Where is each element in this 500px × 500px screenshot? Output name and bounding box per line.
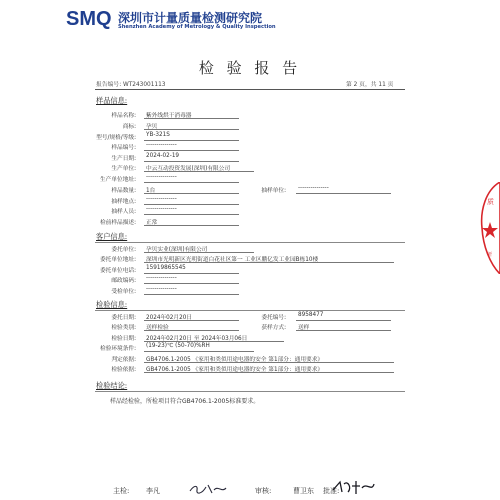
sample-name-value: 紫外线烘干消毒器 bbox=[146, 113, 192, 119]
official-seal bbox=[478, 182, 500, 274]
underline bbox=[144, 372, 394, 373]
judgement-basis-value: GB4706.1-2005 《家用和类似用途电器的安全 第1部分：通用要求》 bbox=[146, 357, 324, 363]
commission-no-value: 8958477 bbox=[298, 312, 324, 318]
report-number: 报告编号: WT243001113 bbox=[96, 82, 166, 88]
underline bbox=[144, 351, 254, 352]
underline bbox=[144, 204, 239, 205]
commission-date-value: 2024年02月20日 bbox=[146, 315, 193, 321]
commission-no-label: 委托编号: bbox=[261, 315, 286, 321]
environment-label: 检验环境条件: bbox=[99, 346, 136, 352]
client-phone-value: 15919865545 bbox=[146, 265, 186, 271]
sampler-label: 抽样单位: bbox=[261, 188, 286, 194]
model-label: 型号/规格/等级: bbox=[96, 135, 136, 141]
sample-state-value: 正常 bbox=[146, 220, 158, 226]
underline bbox=[296, 330, 391, 331]
commission-date-label: 委托日期: bbox=[111, 315, 136, 321]
underline bbox=[144, 252, 254, 253]
client-phone-label: 委托单位电话: bbox=[99, 268, 136, 274]
reviewer-label: 审核: bbox=[255, 487, 272, 495]
underline bbox=[144, 225, 239, 226]
section-rule bbox=[95, 242, 405, 243]
sample-method-value: 送样 bbox=[298, 325, 310, 331]
judgement-basis-label: 判定依据: bbox=[111, 357, 136, 363]
underline bbox=[144, 294, 239, 295]
underline bbox=[144, 341, 284, 342]
main-inspector-signature bbox=[188, 481, 228, 497]
postal-code-value: --------------- bbox=[146, 275, 177, 281]
org-name-en: Shenzhen Academy of Metrology & Quality Inspection bbox=[118, 24, 276, 30]
manufacturer-value: 中云互动投资发展(深圳)有限公司 bbox=[146, 166, 231, 172]
inspection-basis-value: GB4706.1-2005 《家用和类似用途电器的安全 第1部分：通用要求》 bbox=[146, 367, 324, 373]
org-name-cn: 深圳市计量质量检测研究院 bbox=[118, 11, 263, 25]
underline bbox=[144, 118, 239, 119]
client-unit-value: 孕贝实业(深圳)有限公司 bbox=[146, 247, 208, 253]
inspected-unit-label: 受检单位: bbox=[111, 289, 136, 295]
sample-section-heading: 样品信息: bbox=[96, 96, 128, 105]
manufacturer-address-value: --------------- bbox=[146, 174, 177, 180]
underline bbox=[144, 129, 239, 130]
manufacturer-label: 生产单位: bbox=[111, 166, 136, 172]
approver-label: 批准: bbox=[323, 487, 340, 495]
inspection-period-value: 2024年02月20日 至 2024年03月06日 bbox=[146, 336, 248, 342]
main-inspector-label: 主检: bbox=[113, 487, 130, 495]
postal-code-label: 邮政编码: bbox=[111, 278, 136, 284]
underline bbox=[144, 283, 239, 284]
sample-method-label: 获样方式: bbox=[261, 325, 286, 331]
underline bbox=[144, 193, 239, 194]
brand-value: 孕贝 bbox=[146, 124, 158, 130]
report-title: 检 验 报 告 bbox=[198, 59, 302, 77]
underline bbox=[144, 140, 239, 141]
conclusion-heading: 检验结论: bbox=[96, 381, 128, 390]
logo-mark: SMQ bbox=[66, 8, 112, 30]
sampler-value: --------------- bbox=[298, 185, 329, 191]
underline bbox=[144, 273, 239, 274]
production-date-label: 生产日期: bbox=[111, 156, 136, 162]
sample-no-value: --------------- bbox=[146, 142, 177, 148]
manufacturer-address-label: 生产单位地址: bbox=[99, 177, 136, 183]
inspected-unit-value: --------------- bbox=[146, 286, 177, 292]
conclusion-text: 样品经检验，所检项目符合GB4706.1-2005标准要求。 bbox=[110, 398, 260, 405]
underline bbox=[296, 320, 391, 321]
production-date-value: 2024-02-19 bbox=[146, 153, 180, 159]
underline bbox=[144, 320, 239, 321]
sample-name-label: 样品名称: bbox=[111, 113, 136, 119]
underline bbox=[144, 161, 239, 162]
header-rule bbox=[95, 89, 405, 90]
inspection-basis-label: 检验依据: bbox=[111, 367, 136, 373]
section-rule bbox=[95, 391, 405, 392]
quantity-label: 样品数量: bbox=[111, 188, 136, 194]
underline bbox=[144, 182, 239, 183]
underline bbox=[144, 150, 239, 151]
sampling-place-label: 抽样地点: bbox=[111, 199, 136, 205]
inspection-section-heading: 检验信息: bbox=[96, 300, 128, 309]
sampling-person-label: 抽样人员: bbox=[111, 209, 136, 215]
section-rule bbox=[95, 310, 405, 311]
inspection-type-label: 检验类别: bbox=[111, 325, 136, 331]
brand-label: 商标: bbox=[122, 124, 136, 130]
model-value: YB-321S bbox=[146, 132, 170, 138]
svg-text:研: 研 bbox=[487, 252, 493, 258]
underline bbox=[144, 330, 239, 331]
main-inspector-name: 李凡 bbox=[146, 487, 160, 495]
underline bbox=[144, 362, 394, 363]
svg-text:质: 质 bbox=[487, 198, 494, 206]
underline bbox=[144, 262, 394, 263]
underline bbox=[144, 214, 239, 215]
environment-value: (19-23)℃ (50-70)%RH bbox=[146, 343, 210, 349]
approver-signature bbox=[330, 478, 376, 498]
underline bbox=[296, 193, 391, 194]
inspection-type-value: 送样检验 bbox=[146, 325, 169, 331]
client-address-label: 委托单位地址: bbox=[99, 257, 136, 263]
quantity-value: 1台 bbox=[146, 188, 156, 194]
sample-no-label: 样品编号: bbox=[111, 145, 136, 151]
client-unit-label: 委托单位: bbox=[111, 247, 136, 253]
sampling-person-value: --------------- bbox=[146, 206, 177, 212]
reviewer-name: 曹卫东 bbox=[293, 487, 314, 495]
sampling-place-value: --------------- bbox=[146, 196, 177, 202]
client-address-value: 深圳市光明新区光明街道白花社区第一 工业区鹏亿发工业园B栋10楼 bbox=[146, 257, 319, 263]
sample-state-label: 检前样品描述: bbox=[99, 220, 136, 226]
inspection-period-label: 检验日期: bbox=[111, 336, 136, 342]
client-section-heading: 客户信息: bbox=[96, 232, 128, 241]
page-indicator: 第 2 页，共 11 页 bbox=[346, 82, 394, 88]
underline bbox=[144, 171, 254, 172]
